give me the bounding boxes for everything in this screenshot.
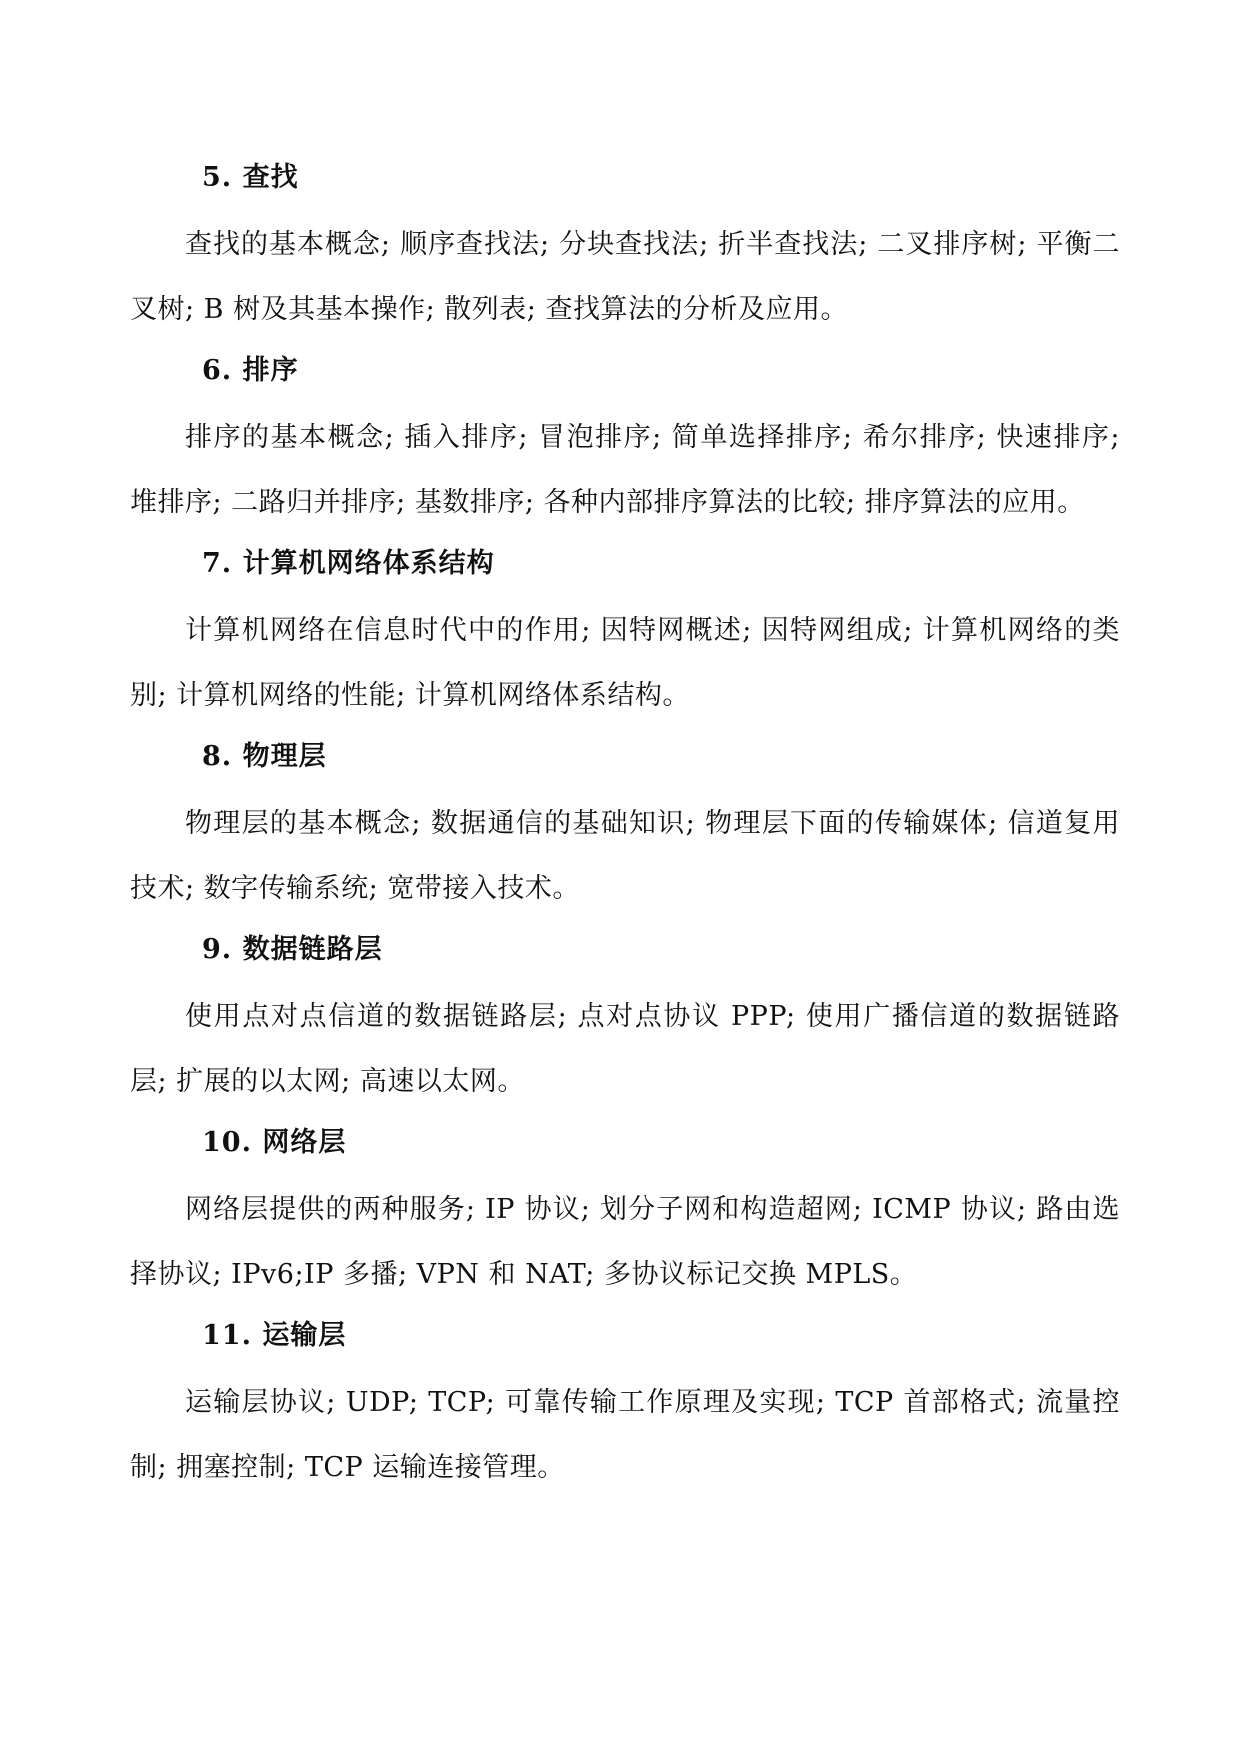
section-heading: 8. 物理层 xyxy=(202,741,327,772)
section-searching xyxy=(130,158,1120,351)
section-body: 查找的基本概念; 顺序查找法; 分块查找法; 折半查找法; 二叉排序树; 平衡二叉树; B 树及其基本操作; 散列表; 查找算法的分析及应用。 xyxy=(130,229,1120,325)
section-sorting xyxy=(130,351,1120,544)
section-heading: 5. 查找 xyxy=(202,162,299,193)
section-body: 排序的基本概念; 插入排序; 冒泡排序; 简单选择排序; 希尔排序; 快速排序; 堆排序; 二路归并排序; 基数排序; 各种内部排序算法的比较; 排序算法的应用。 xyxy=(130,422,1120,518)
section-body: 运输层协议; UDP; TCP; 可靠传输工作原理及实现; TCP 首部格式; 流量控制; 拥塞控制; TCP 运输连接管理。 xyxy=(130,1387,1120,1483)
section-body: 物理层的基本概念; 数据通信的基础知识; 物理层下面的传输媒体; 信道复用技术; 数字传输系统; 宽带接入技术。 xyxy=(130,808,1120,904)
section-transport-layer xyxy=(130,1316,1120,1500)
section-physical-layer xyxy=(130,737,1120,930)
section-heading: 10. 网络层 xyxy=(202,1127,347,1158)
section-heading: 11. 运输层 xyxy=(202,1320,347,1351)
section-network-architecture xyxy=(130,544,1120,737)
section-network-layer xyxy=(130,1123,1120,1316)
section-body: 计算机网络在信息时代中的作用; 因特网概述; 因特网组成; 计算机网络的类别; 计算机网络的性能; 计算机网络体系结构。 xyxy=(130,615,1120,711)
section-body: 网络层提供的两种服务; IP 协议; 划分子网和构造超网; ICMP 协议; 路由选择协议; IPv6;IP 多播; VPN 和 NAT; 多协议标记交换 MPLS。 xyxy=(130,1194,1120,1290)
section-heading: 7. 计算机网络体系结构 xyxy=(202,548,495,579)
section-data-link-layer xyxy=(130,930,1120,1123)
section-body: 使用点对点信道的数据链路层; 点对点协议 PPP; 使用广播信道的数据链路层; 扩展的以太网; 高速以太网。 xyxy=(130,1001,1120,1097)
section-heading: 9. 数据链路层 xyxy=(202,934,383,965)
syllabus-content xyxy=(130,158,1120,1500)
section-heading: 6. 排序 xyxy=(202,355,299,386)
